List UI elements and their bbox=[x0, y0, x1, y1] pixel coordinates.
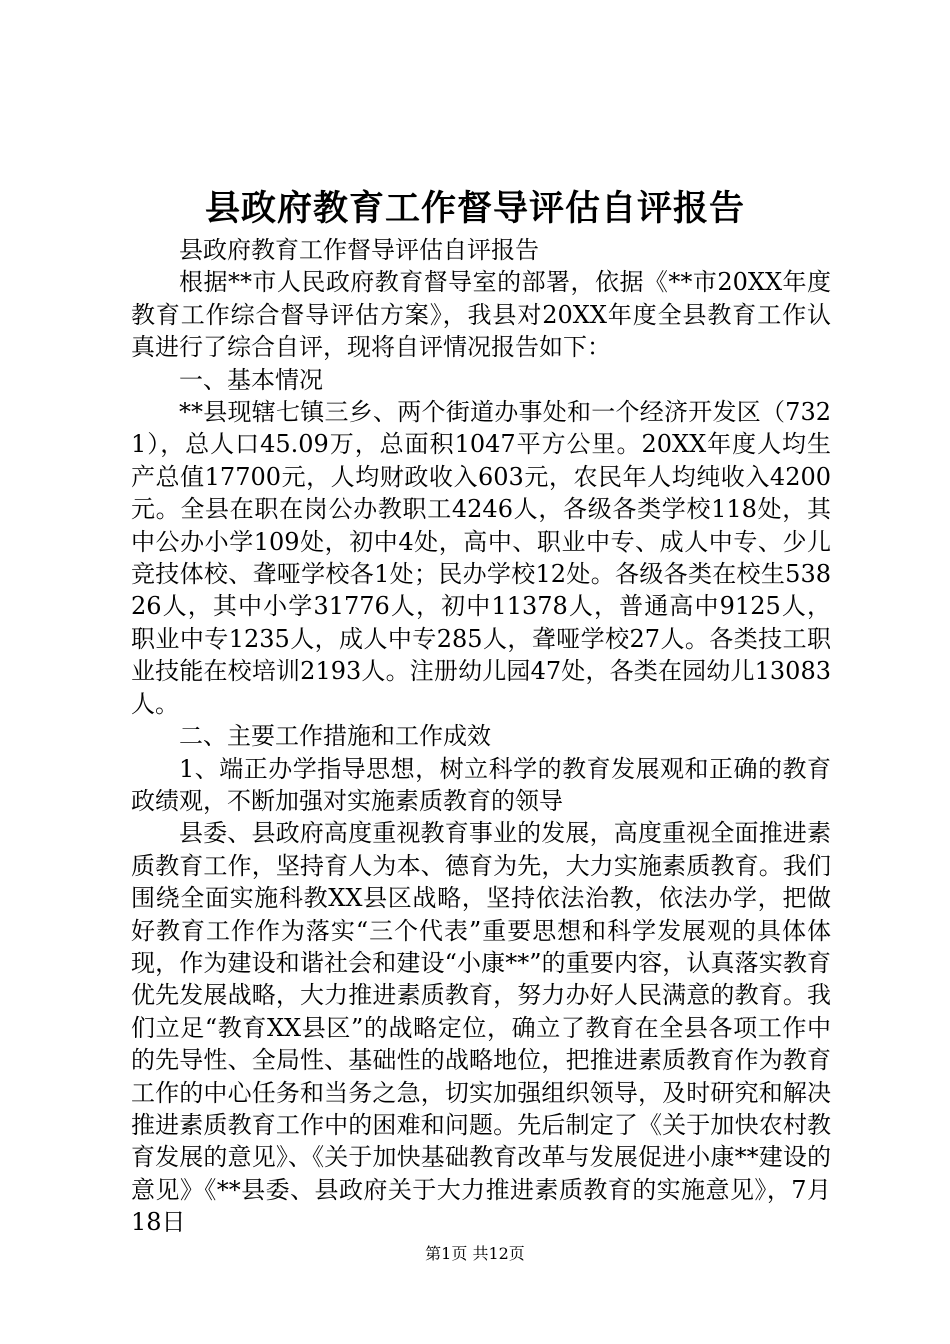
paragraph-subtitle: 县政府教育工作督导评估自评报告 bbox=[179, 236, 539, 264]
section-heading-measures: 二、主要工作措施和工作成效 bbox=[179, 722, 491, 751]
paragraph-intro: 根据**市人民政府教育督导室的部署，依据《**市20XX年度教育工作综合督导评估方案》，我县对20XX年度全县教育工作认真进行了综合自评，现将自评情况报告如下： bbox=[131, 268, 831, 362]
page-footer: 第1页 共12页 bbox=[425, 1244, 525, 1263]
paragraph-basic-info: **县现辖七镇三乡、两个街道办事处和一个经济开发区（7321），总人口45.09万，总面积1047平方公里。20XX年度人均生产总值17700元，人均财政收入603元，农民年人均纯收入4200元。全县在职在岗公办教职工4246人，各级各类学校118处，其中公办小学109处，初中4处，高中、职业中专、成人中专、少儿竞技体校、聋哑学校各1处；民办学校12处。各级各类在校生53826人，其中小学31776人，初中11378人，普通高中9125人，职业中专1235人，成人中专285人，聋哑学校27人。各类技工职业技能在校培训2193人。注册幼儿园47处，各类在园幼儿13083人。 bbox=[131, 398, 831, 718]
document-body bbox=[131, 234, 831, 1239]
paragraph-measures-detail: 县委、县政府高度重视教育事业的发展，高度重视全面推进素质教育工作，坚持育人为本、德育为先，大力实施素质教育。我们围绕全面实施科教XX县区战略，坚持依法治教，依法办学，把做好教育工作作为落实“三个代表”重要思想和科学发展观的具体体现，作为建设和谐社会和建设“小康**”的重要内容，认真落实教育优先发展战略，大力推进素质教育，努力办好人民满意的教育。我们立足“教育XX县区”的战略定位，确立了教育在全县各项工作中的先导性、全局性、基础性的战略地位，把推进素质教育作为教育工作的中心任务和当务之急，切实加强组织领导，及时研究和解决推进素质教育工作中的困难和问题。先后制定了《关于加快农村教育发展的意见》、《关于加快基础教育改革与发展促进小康**建设的意见》《**县委、县政府关于大力推进素质教育的实施意见》，7月18日 bbox=[131, 819, 831, 1237]
document-title: 县政府教育工作督导评估自评报告 bbox=[204, 188, 745, 229]
section-heading-basic: 一、基本情况 bbox=[179, 365, 323, 394]
subsection-heading-1: 1、端正办学指导思想，树立科学的教育发展观和正确的教育政绩观，不断加强对实施素质教育的领导 bbox=[131, 754, 831, 815]
